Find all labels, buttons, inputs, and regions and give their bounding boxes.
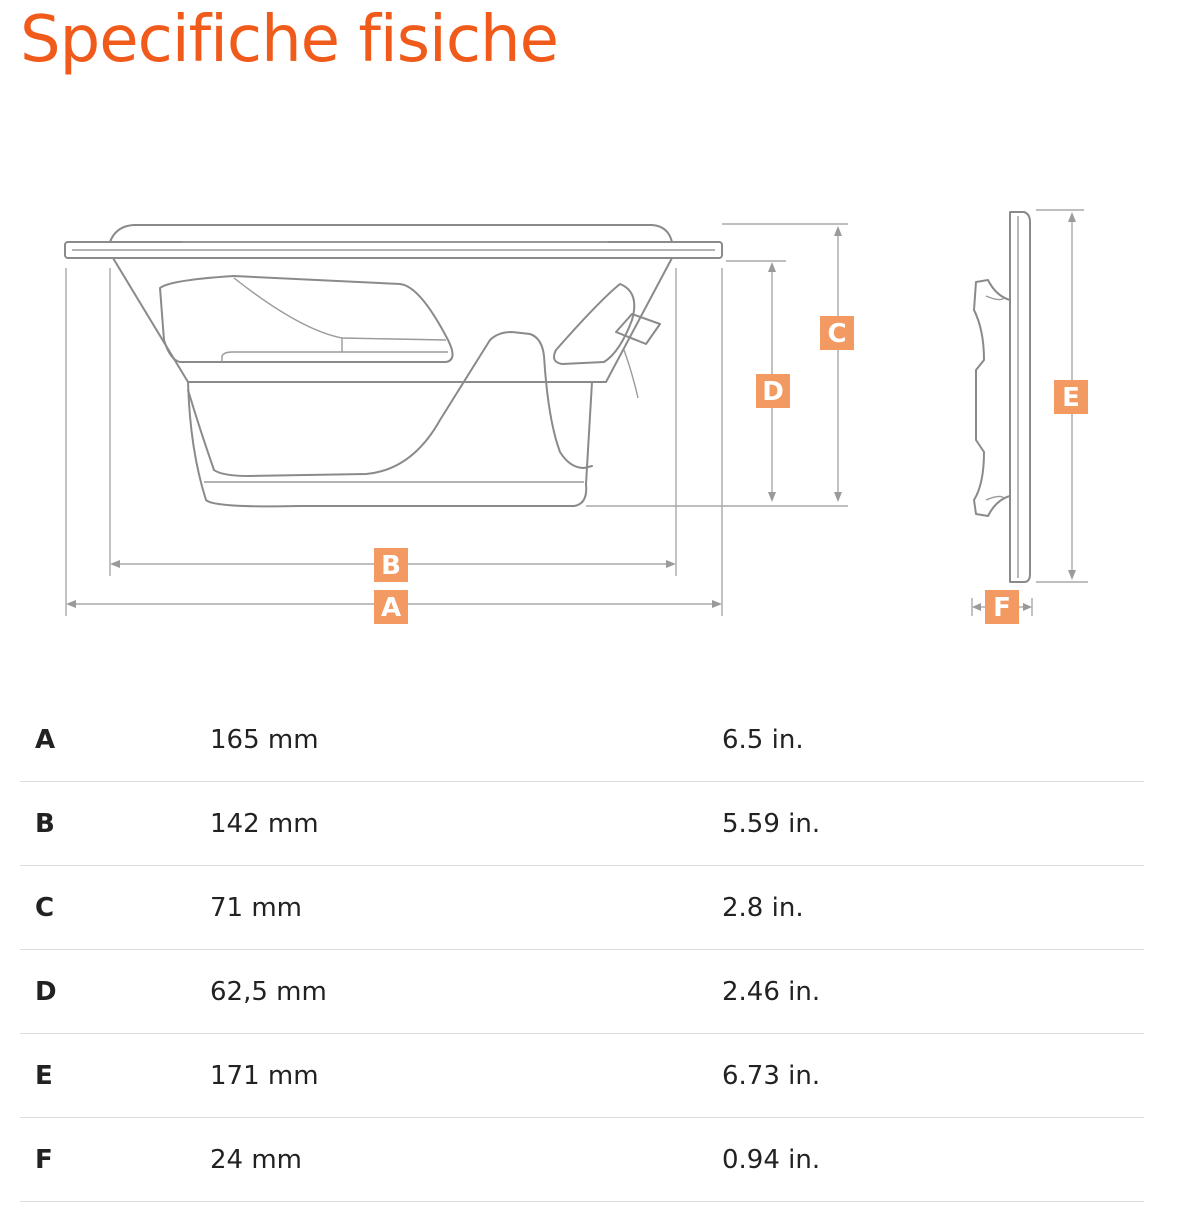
table-row: [20, 1034, 1144, 1118]
spec-letter: E: [20, 1034, 210, 1118]
spec-metric-value: 165 mm: [210, 698, 722, 782]
page-title: Specifiche fisiche: [20, 3, 558, 77]
spec-letter: A: [20, 698, 210, 782]
spec-imperial-value: 6.5 in.: [722, 698, 1144, 782]
spec-imperial-value: 0.94 in.: [722, 1118, 1144, 1202]
dimension-label-e: [1054, 380, 1088, 414]
specs-table: [20, 698, 1144, 1202]
speaker-profile-view: [974, 212, 1030, 582]
table-row: [20, 698, 1144, 782]
spec-letter: D: [20, 950, 210, 1034]
table-row: [20, 1118, 1144, 1202]
spec-imperial-value: 2.46 in.: [722, 950, 1144, 1034]
table-row: [20, 782, 1144, 866]
table-row: [20, 950, 1144, 1034]
dimension-label-e-text: E: [1062, 383, 1080, 413]
spec-metric-value: 62,5 mm: [210, 950, 722, 1034]
dimension-label-f-text: F: [993, 593, 1011, 623]
spec-metric-value: 142 mm: [210, 782, 722, 866]
spec-imperial-value: 5.59 in.: [722, 782, 1144, 866]
spec-letter: F: [20, 1118, 210, 1202]
spec-letter: B: [20, 782, 210, 866]
dimension-label-b-text: B: [381, 551, 401, 581]
spec-letter: C: [20, 866, 210, 950]
spec-imperial-value: 2.8 in.: [722, 866, 1144, 950]
dimension-label-c: [820, 316, 854, 350]
dimension-lines-side: [66, 224, 848, 616]
dimension-label-a-text: A: [380, 593, 402, 623]
speaker-side-view: [65, 225, 722, 506]
table-row: [20, 866, 1144, 950]
dimension-label-b: [374, 548, 408, 582]
spec-metric-value: 24 mm: [210, 1118, 722, 1202]
dimension-label-a: [374, 590, 408, 624]
dimension-label-c-text: C: [827, 319, 847, 349]
spec-metric-value: 171 mm: [210, 1034, 722, 1118]
spec-metric-value: 71 mm: [210, 866, 722, 950]
dimension-label-d: [756, 374, 790, 408]
dimension-label-f: [985, 590, 1019, 624]
spec-imperial-value: 6.73 in.: [722, 1034, 1144, 1118]
dimension-label-d-text: D: [762, 377, 784, 407]
